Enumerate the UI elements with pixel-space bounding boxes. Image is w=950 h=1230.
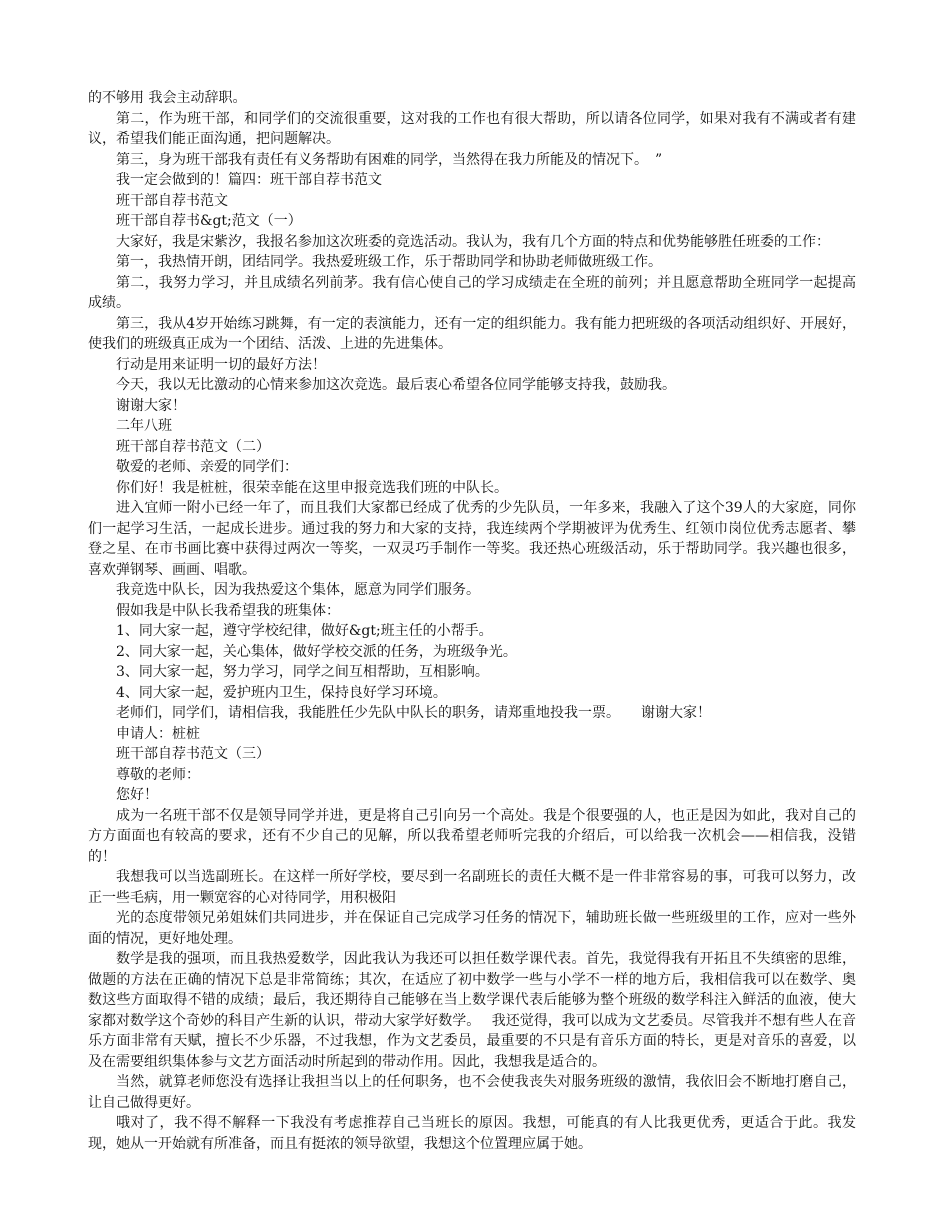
paragraph: 哦对了，我不得不解释一下我没有考虑推荐自己当班长的原因。我想，可能真的有人比我更优秀，更适合于此。我发现，她从一开始就有所准备，而且有挺浓的领导欲望，我想这个位置理应属于她。 [88, 1115, 856, 1152]
paragraph: 第三，身为班干部我有责任有义务帮助有困难的同学，当然得在我力所能及的情况下。 ” [116, 151, 663, 168]
paragraph: 成为一名班干部不仅是领导同学并进，更是将自己引向另一个高处。我是个很要强的人，也正是因为如此，我对自己的方方面面也有较高的要求，还有不少自己的见解，所以我希望老师听完我的介绍后，可以给我一次机会——相信我，没错的！ [88, 807, 856, 865]
paragraph: 班干部自荐书范文 [116, 192, 228, 209]
paragraph: 假如我是中队长我希望我的班集体： [116, 602, 340, 619]
paragraph: 3、同大家一起，努力学习，同学之间互相帮助，互相影响。 [116, 664, 489, 680]
paragraph: 您好！ [116, 787, 158, 803]
paragraph: 进入宜师一附小已经一年了，而且我们大家都已经成了优秀的少先队员，一年多来，我融入了这个39人的大家庭，同你们一起学习生活，一起成长进步。通过我的努力和大家的支持，我连续两个学期被评为优秀生、红领巾岗位优秀志愿者、攀登之星、在市书画比赛中获得过两次一等奖，一双灵巧手制作一等奖。我还热心班级活动，乐于帮助同学。我兴趣也很多，喜欢弹钢琴、画画、唱歌。 [88, 500, 856, 578]
paragraph: 光的态度带领兄弟姐妹们共同进步，并在保证自己完成学习任务的情况下，辅助班长做一些班级里的工作，应对一些外面的情况，更好地处理。 [88, 910, 856, 947]
paragraph: 2、同大家一起，关心集体，做好学校交派的任务，为班级争光。 [116, 643, 517, 660]
paragraph: 当然，就算老师您没有选择让我担当以上的任何职务，也不会使我丧失对服务班级的激情，我依旧会不断地打磨自己，让自己做得更好。 [88, 1074, 856, 1111]
paragraph: 我一定会做到的！篇四：班干部自荐书范文 [116, 172, 382, 188]
paragraph: 4、同大家一起，爱护班内卫生，保持良好学习环境。 [116, 684, 447, 701]
paragraph: 第三，我从4岁开始练习跳舞，有一定的表演能力，还有一定的组织能力。我有能力把班级的各项活动组织好、开展好，使我们的班级真正成为一个团结、活泼、上进的先进集体。 [88, 315, 856, 352]
paragraph: 第二，作为班干部，和同学们的交流很重要，这对我的工作也有很大帮助，所以请各位同学，如果对我有不满或者有建议，希望我们能正面沟通，把问题解决。 [88, 110, 856, 147]
paragraph: 班干部自荐书范文（二） [116, 438, 270, 455]
paragraph: 老师们，同学们，请相信我，我能胜任少先队中队长的职务，请郑重地投我一票。 谢谢大家！ [116, 705, 711, 721]
paragraph: 今天，我以无比激动的心情来参加这次竞选。最后衷心希望各位同学能够支持我，鼓励我。 [116, 377, 676, 393]
paragraph: 1、同大家一起，遵守学校纪律，做好&gt;班主任的小帮手。 [116, 623, 493, 639]
paragraph: 敬爱的老师、亲爱的同学们： [116, 459, 298, 475]
paragraph: 二年八班 [116, 418, 172, 434]
paragraph: 我竞选中队长，因为我热爱这个集体，愿意为同学们服务。 [116, 582, 480, 598]
paragraph: 班干部自荐书范文（三） [116, 746, 270, 762]
paragraph: 第一，我热情开朗，团结同学。我热爱班级工作，乐于帮助同学和协助老师做班级工作。 [116, 254, 662, 270]
paragraph: 你们好！我是桩桩，很荣幸能在这里申报竞选我们班的中队长。 [116, 479, 508, 496]
paragraph: 的不够用 我会主动辞职。 [88, 90, 247, 106]
paragraph: 尊敬的老师： [116, 766, 200, 783]
paragraph: 班干部自荐书&gt;范文（一） [116, 213, 302, 229]
paragraph: 第二，我努力学习，并且成绩名列前茅。我有信心使自己的学习成绩走在全班的前列；并且愿意帮助全班同学一起提高成绩。 [88, 274, 856, 311]
paragraph: 行动是用来证明一切的最好方法！ [116, 356, 326, 373]
paragraph: 申请人：桩桩 [116, 725, 200, 742]
paragraph: 数学是我的强项，而且我热爱数学，因此我认为我还可以担任数学课代表。首先，我觉得我有开拓且不失缜密的思维，做题的方法在正确的情况下总是非常简练；其次，在适应了初中数学一些与小学不一样的地方后，我相信我可以在数学、奥数这些方面取得不错的成绩；最后，我还期待自己能够在当上数学课代表后能够为整个班级的数学科注入鲜活的血液，使大家都对数学这个奇妙的科目产生新的认识，带动大家学好数学。 我还觉得，我可以成为文艺委员。尽管我并不想有些人在音乐方面非常有天赋，擅长不少乐器，不过我想，作为文艺委员，最重要的不只是有音乐方面的特长，更是对音乐的喜爱，以及在需要组织集体参与文艺方面活动时所起到的带动作用。因此，我想我是适合的。 [88, 951, 856, 1070]
paragraph: 大家好，我是宋紫汐，我报名参加这次班委的竞选活动。我认为，我有几个方面的特点和优势能够胜任班委的工作： [116, 233, 830, 250]
paragraph: 我想我可以当选副班长。在这样一所好学校，要尽到一名副班长的责任大概不是一件非常容易的事，可我可以努力，改正一些毛病，用一颗宽容的心对待同学，用积极阳 [88, 869, 856, 906]
document-body [88, 88, 856, 1154]
paragraph: 谢谢大家！ [116, 397, 186, 414]
